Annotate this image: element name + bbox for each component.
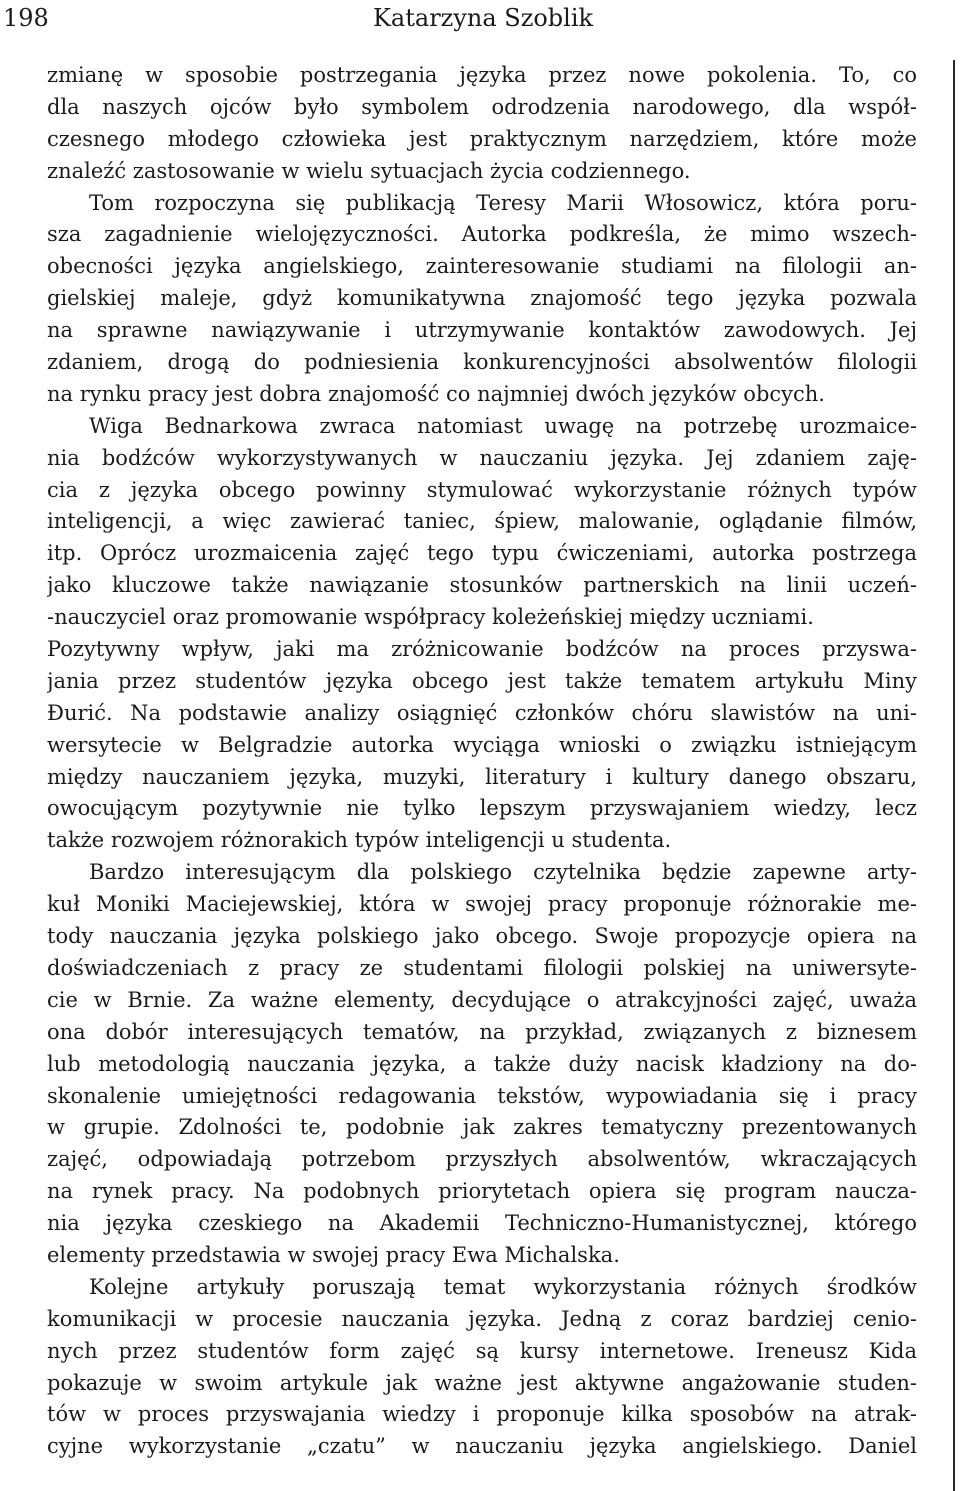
text-line: na sprawne nawiązywanie i utrzymywanie kontaktów zawodowych. Jej: [47, 318, 917, 343]
text-line: itp. Oprócz urozmaicenia zajęć tego typu ćwiczeniami, autorka postrzega: [47, 541, 917, 566]
text-line: cie w Brnie. Za ważne elementy, decydujące o atrakcyjności zajęć, uważa: [47, 987, 917, 1012]
text-line: zajęć, odpowiadają potrzebom przyszłych absolwentów, wkraczających: [47, 1147, 917, 1172]
text-line: tody nauczania języka polskiego jako obcego. Swoje propozycje opiera na: [47, 924, 917, 949]
text-line: jania przez studentów języka obcego jest także tematem artykułu Miny: [47, 668, 917, 693]
page-number: 198: [3, 4, 49, 32]
text-line: cia z języka obcego powinny stymulować wykorzystanie różnych typów: [47, 477, 917, 502]
text-line: wersytecie w Belgradzie autorka wyciąga wnioski o związku istniejącym: [47, 732, 917, 757]
text-line: lub metodologią nauczania języka, a także duży nacisk kładziony na do-: [47, 1051, 917, 1076]
text-line: zmianę w sposobie postrzegania języka przez nowe pokolenia. To, co: [47, 63, 917, 87]
text-line: cyjne wykorzystanie „czatu” w nauczaniu języka angielskiego. Daniel: [47, 1434, 917, 1459]
text-line: między nauczaniem języka, muzyki, literatury i kultury danego obszaru,: [47, 764, 917, 789]
text-line: Wiga Bednarkowa zwraca natomiast uwagę na potrzebę urozmaice-: [89, 413, 917, 438]
text-line: na rynek pracy. Na podobnych priorytetach opiera się program naucza-: [47, 1179, 917, 1204]
text-line: dla naszych ojców było symbolem odrodzenia narodowego, dla współ-: [47, 94, 917, 119]
text-line: nia języka czeskiego na Akademii Techniczno-Humanistycznej, którego: [47, 1211, 917, 1236]
text-line: na rynku pracy jest dobra znajomość co najmniej dwóch języków obcych.: [47, 381, 825, 406]
text-line: ona dobór interesujących tematów, na przykład, związanych z biznesem: [47, 1019, 917, 1044]
text-line: w grupie. Zdolności te, podobnie jak zakres tematyczny prezentowanych: [47, 1115, 917, 1140]
text-line: gielskiej maleje, gdyż komunikatywna znajomość tego języka pozwala: [47, 286, 917, 311]
text-line: Bardzo interesującym dla polskiego czytelnika będzie zapewne arty-: [89, 860, 917, 885]
page-header: [0, 0, 960, 36]
text-line: kuł Moniki Maciejewskiej, która w swojej pracy proponuje różnorakie me-: [47, 892, 917, 917]
text-line: nych przez studentów form zajęć są kursy internetowe. Ireneusz Kida: [47, 1338, 917, 1363]
text-line: czesnego młodego człowieka jest praktycznym narzędziem, które może: [47, 126, 917, 151]
text-line: Đurić. Na podstawie analizy osiągnięć członków chóru slawistów na uni-: [47, 700, 917, 725]
text-line: także rozwojem różnorakich typów inteligencji u studenta.: [47, 828, 672, 853]
text-line: inteligencji, a więc zawierać taniec, śpiew, malowanie, oglądanie filmów,: [47, 509, 917, 534]
text-line: obecności języka angielskiego, zainteresowanie studiami na filologii an-: [47, 254, 917, 279]
text-line: sza zagadnienie wielojęzyczności. Autorka podkreśla, że mimo wszech-: [47, 222, 917, 247]
text-line: owocującym pozytywnie nie tylko lepszym przyswajaniem wiedzy, lecz: [47, 796, 917, 821]
text-line: Pozytywny wpływ, jaki ma zróżnicowanie bodźców na proces przyswa-: [47, 637, 917, 662]
body-text: [47, 60, 917, 1463]
text-line: tów w proces przyswajania wiedzy i proponuje kilka sposobów na atrak-: [47, 1402, 917, 1427]
text-line: znaleźć zastosowanie w wielu sytuacjach życia codziennego.: [47, 158, 691, 183]
text-line: -nauczyciel oraz promowanie współpracy koleżeńskiej między uczniami.: [47, 605, 814, 630]
running-head-author: Katarzyna Szoblik: [373, 4, 594, 32]
text-line: elementy przedstawia w swojej pracy Ewa Michalska.: [47, 1242, 620, 1267]
text-line: nia bodźców wykorzystywanych w nauczaniu języka. Jej zdaniem zaję-: [47, 445, 917, 470]
text-line: skonalenie umiejętności redagowania tekstów, wypowiadania się i pracy: [47, 1083, 917, 1108]
text-line: Kolejne artykuły poruszają temat wykorzystania różnych środków: [89, 1274, 917, 1299]
text-line: zdaniem, drogą do podniesienia konkurencyjności absolwentów filologii: [47, 350, 917, 375]
text-line: Tom rozpoczyna się publikacją Teresy Marii Włosowicz, która poru-: [89, 190, 917, 215]
text-line: pokazuje w swoim artykule jak ważne jest aktywne angażowanie studen-: [47, 1370, 917, 1395]
text-line: jako kluczowe także nawiązanie stosunków partnerskich na linii uczeń-: [47, 573, 917, 598]
text-line: komunikacji w procesie nauczania języka. Jedną z coraz bardziej cenio-: [47, 1306, 917, 1331]
text-line: doświadczeniach z pracy ze studentami filologii polskiej na uniwersyte-: [47, 955, 917, 980]
margin-rule: [953, 60, 955, 1491]
